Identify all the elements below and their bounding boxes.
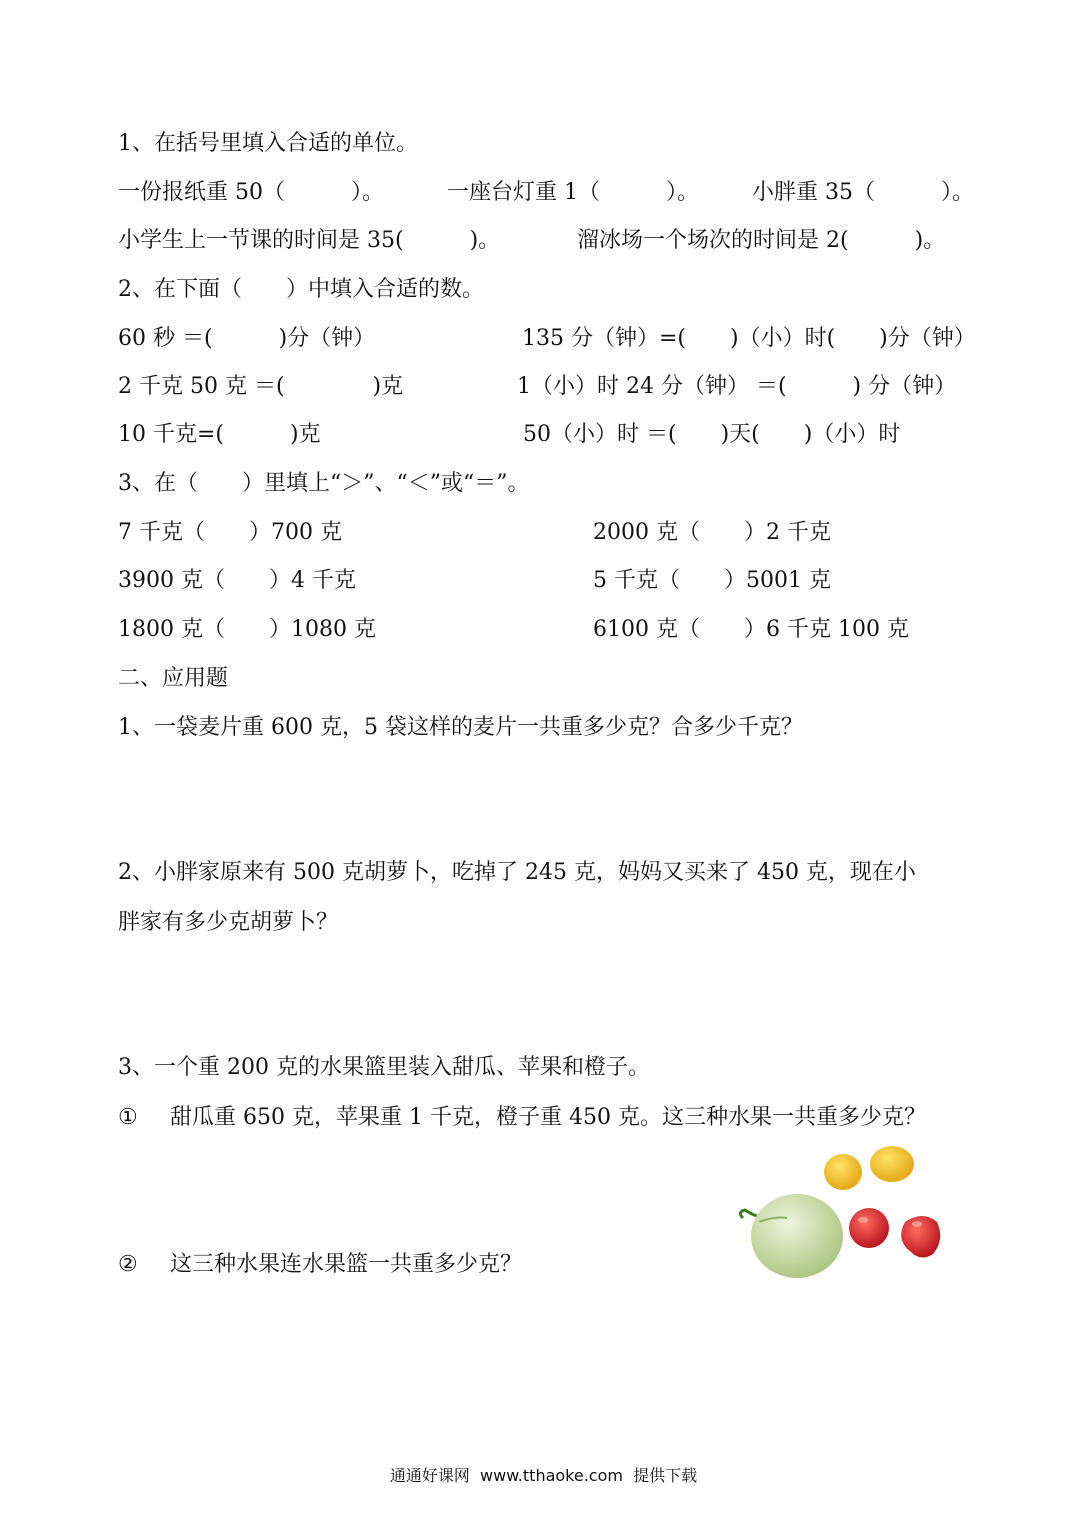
problem-3-b: 这三种水果连水果篮一共重多少克？ bbox=[170, 1252, 523, 1277]
apple-icon bbox=[849, 1208, 889, 1248]
section-2-title: 二、应用题 bbox=[118, 666, 229, 691]
q2-row-3-right: 50（小）时 ＝( )天( )（小）时 bbox=[523, 422, 901, 447]
q2-row-2-left: 2 千克 50 克 ＝( )克 bbox=[118, 374, 404, 399]
q1-item-skating-time: 溜冰场一个场次的时间是 2( )。 bbox=[577, 228, 946, 253]
q3-row-2-right: 5 千克（ ）5001 克 bbox=[593, 568, 831, 593]
problem-2-line-1: 2、小胖家原来有 500 克胡萝卜，吃掉了 245 克，妈妈又买来了 450 克，现在小 bbox=[118, 860, 916, 885]
q1-item-lamp: 一座台灯重 1（ ）。 bbox=[447, 180, 699, 205]
problem-2-line-2: 胖家有多少克胡萝卜？ bbox=[118, 910, 339, 935]
problem-3-b-mark: ② bbox=[118, 1252, 138, 1277]
q2-row-3-left: 10 千克=( )克 bbox=[118, 422, 321, 447]
q2-title: 2、在下面（ ）中填入合适的数。 bbox=[118, 277, 484, 302]
q2-row-2-right: 1（小）时 24 分（钟） ＝( ) 分（钟） bbox=[517, 374, 957, 399]
problem-3-a-mark: ① bbox=[118, 1105, 138, 1130]
orange-icon bbox=[824, 1154, 862, 1190]
fruit-illustration bbox=[735, 1140, 945, 1280]
q3-row-2-left: 3900 克（ ）4 千克 bbox=[118, 568, 356, 593]
orange-icon bbox=[870, 1146, 914, 1182]
q1-title: 1、在括号里填入合适的单位。 bbox=[118, 131, 418, 156]
apple-icon bbox=[901, 1216, 940, 1258]
footer-credit: 通通好课网 www.tthaoke.com 提供下载 bbox=[389, 1466, 698, 1485]
q2-row-1-left: 60 秒 ＝( )分（钟） bbox=[118, 326, 376, 351]
q3-title: 3、在（ ）里填上“＞”、“＜”或“＝”。 bbox=[118, 471, 530, 496]
q1-item-xiaopang: 小胖重 35（ ）。 bbox=[752, 180, 974, 205]
q3-row-1-left: 7 千克（ ）700 克 bbox=[118, 520, 342, 545]
q2-row-1-right: 135 分（钟）=( )（小）时( )分（钟） bbox=[522, 326, 976, 351]
q1-item-newspaper: 一份报纸重 50（ ）。 bbox=[118, 180, 384, 205]
q3-row-3-right: 6100 克（ ）6 千克 100 克 bbox=[593, 617, 909, 642]
melon-icon bbox=[740, 1194, 843, 1278]
q3-row-3-left: 1800 克（ ）1080 克 bbox=[118, 617, 376, 642]
problem-3-a: 甜瓜重 650 克，苹果重 1 千克，橙子重 450 克。这三种水果一共重多少克？ bbox=[170, 1105, 926, 1130]
q3-row-1-right: 2000 克（ ）2 千克 bbox=[593, 520, 831, 545]
problem-1: 1、一袋麦片重 600 克，5 袋这样的麦片一共重多少克？合多少千克？ bbox=[118, 715, 803, 740]
q1-item-class-time: 小学生上一节课的时间是 35( )。 bbox=[118, 228, 501, 253]
problem-3: 3、一个重 200 克的水果篮里装入甜瓜、苹果和橙子。 bbox=[118, 1055, 650, 1080]
